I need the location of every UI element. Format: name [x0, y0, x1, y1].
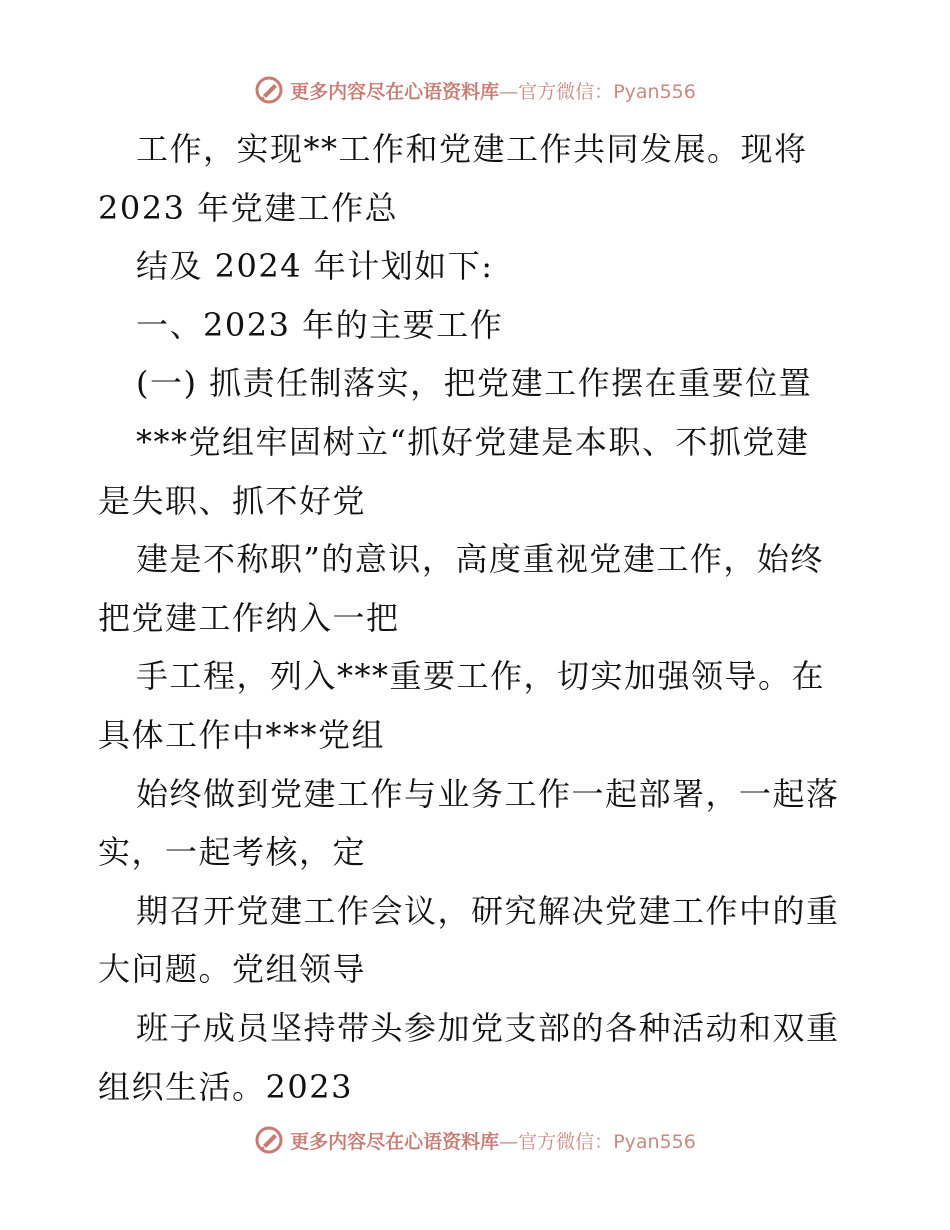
paragraph-line: 把党建工作纳入一把	[98, 598, 400, 637]
paragraph-line: 手工程，列入***重要工作，切实加强领导。在	[136, 657, 826, 696]
paragraph-line: 期召开党建工作会议，研究解决党建工作中的重	[136, 891, 840, 930]
paragraph-line: 大问题。党组领导	[98, 950, 367, 989]
watermark-separator: —	[499, 1130, 519, 1153]
paragraph-line: 班子成员坚持带头参加党支部的各种活动和双重	[136, 1008, 840, 1047]
paragraph-line: 工作，实现**工作和党建工作共同发展。现将	[136, 130, 808, 168]
subsection-heading: (一) 抓责任制落实，把党建工作摆在重要位置	[136, 364, 813, 403]
brand-logo-icon	[254, 1125, 284, 1155]
header-watermark	[0, 70, 950, 110]
watermark-wechat-label: 官方微信：	[518, 1130, 614, 1153]
footer-watermark	[0, 1120, 950, 1160]
watermark-wechat-id: Pyan556	[613, 1130, 696, 1153]
paragraph-line: 2023 年党建工作总	[98, 188, 399, 227]
paragraph-line: ***党组牢固树立“抓好党建是本职、不抓党建	[136, 422, 810, 461]
watermark-wechat-id: Pyan556	[613, 80, 696, 103]
watermark-separator: —	[499, 80, 519, 103]
paragraph-line: 始终做到党建工作与业务工作一起部署，一起落	[136, 774, 840, 813]
paragraph-line: 结及 2024 年计划如下:	[136, 247, 494, 286]
watermark-text	[290, 1127, 696, 1154]
brand-logo-icon	[254, 75, 284, 105]
paragraph-line: 具体工作中***党组	[98, 715, 386, 754]
paragraph-line: 建是不称职”的意识，高度重视党建工作，始终	[136, 540, 824, 579]
paragraph-line: 是失职、抓不好党	[98, 481, 367, 520]
document-body	[98, 120, 858, 1116]
paragraph-line: 组织生活。2023	[98, 1067, 353, 1106]
watermark-brand: 更多内容尽在心语资料库	[290, 1130, 500, 1153]
watermark-wechat-label: 官方微信：	[518, 80, 614, 103]
paragraph-line: 实，一起考核，定	[98, 833, 367, 872]
watermark-brand: 更多内容尽在心语资料库	[290, 80, 500, 103]
section-heading: 一、2023 年的主要工作	[136, 305, 504, 344]
watermark-text	[290, 77, 696, 104]
